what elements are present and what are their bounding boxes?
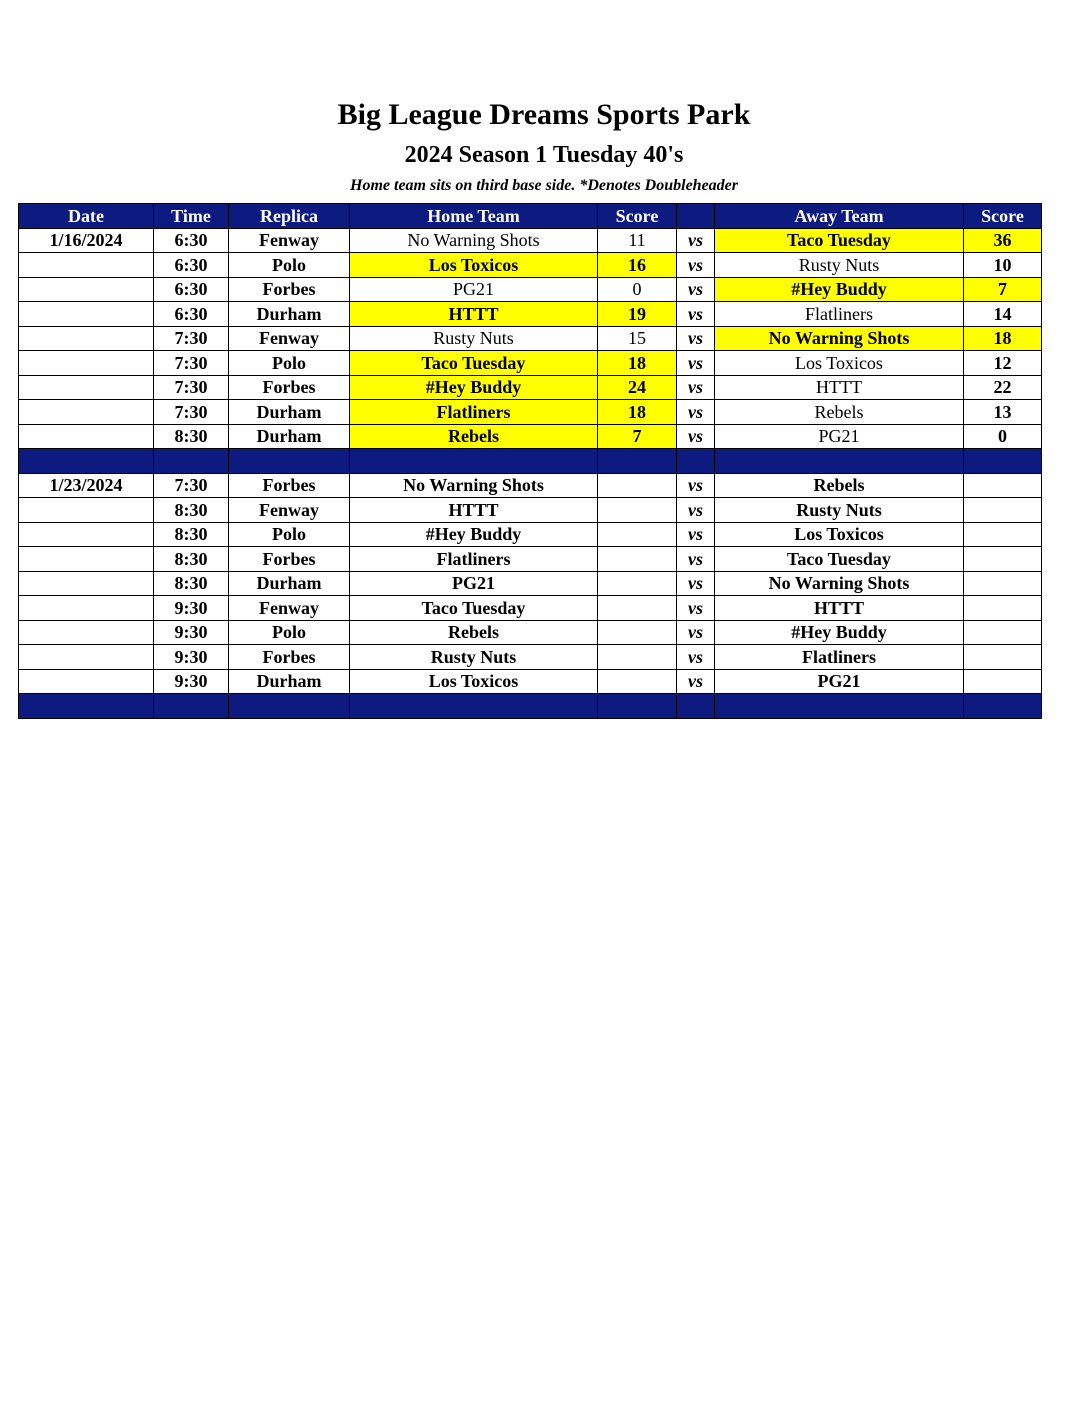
home-score-cell (598, 547, 677, 572)
table-row (19, 253, 1042, 278)
date-cell: 1/23/2024 (19, 473, 154, 498)
away-team-cell: PG21 (715, 669, 964, 694)
away-score-cell (964, 547, 1042, 572)
separator-cell (154, 694, 229, 719)
home-team-cell: PG21 (350, 277, 598, 302)
time-cell: 6:30 (154, 228, 229, 253)
field-cell: Fenway (229, 498, 350, 523)
away-score-cell (964, 498, 1042, 523)
home-team-cell: Rusty Nuts (350, 645, 598, 670)
table-row (19, 351, 1042, 376)
date-cell (19, 400, 154, 425)
date-cell (19, 645, 154, 670)
field-cell: Forbes (229, 645, 350, 670)
home-score-cell (598, 498, 677, 523)
home-score-cell: 18 (598, 400, 677, 425)
column-header-vs (677, 204, 715, 229)
away-score-cell: 12 (964, 351, 1042, 376)
time-cell: 9:30 (154, 620, 229, 645)
home-score-cell: 0 (598, 277, 677, 302)
table-row (19, 424, 1042, 449)
schedule-note: Home team sits on third base side. *Denotes Doubleheader (350, 177, 738, 194)
away-score-cell: 36 (964, 228, 1042, 253)
home-team-cell: HTTT (350, 302, 598, 327)
home-score-cell: 18 (598, 351, 677, 376)
separator-cell (677, 449, 715, 474)
away-team-cell: Rebels (715, 400, 964, 425)
date-cell (19, 302, 154, 327)
home-team-cell: PG21 (350, 571, 598, 596)
separator-cell (19, 694, 154, 719)
vs-cell: vs (677, 277, 715, 302)
home-team-cell: Taco Tuesday (350, 351, 598, 376)
separator-cell (598, 449, 677, 474)
week-separator-row (19, 694, 1042, 719)
time-cell: 6:30 (154, 277, 229, 302)
away-score-cell: 14 (964, 302, 1042, 327)
date-cell (19, 571, 154, 596)
time-cell: 6:30 (154, 302, 229, 327)
vs-cell: vs (677, 424, 715, 449)
away-score-cell: 18 (964, 326, 1042, 351)
column-header-time: Time (154, 204, 229, 229)
away-team-cell: Rusty Nuts (715, 253, 964, 278)
away-score-cell: 7 (964, 277, 1042, 302)
time-cell: 7:30 (154, 400, 229, 425)
schedule-table (18, 203, 1042, 719)
time-cell: 6:30 (154, 253, 229, 278)
home-team-cell: No Warning Shots (350, 473, 598, 498)
away-score-cell (964, 596, 1042, 621)
home-score-cell (598, 522, 677, 547)
home-team-cell: HTTT (350, 498, 598, 523)
date-cell (19, 498, 154, 523)
field-cell: Forbes (229, 473, 350, 498)
away-score-cell: 10 (964, 253, 1042, 278)
date-cell (19, 277, 154, 302)
table-row (19, 498, 1042, 523)
field-cell: Polo (229, 351, 350, 376)
date-cell (19, 351, 154, 376)
home-team-cell: #Hey Buddy (350, 522, 598, 547)
date-cell (19, 522, 154, 547)
field-cell: Durham (229, 669, 350, 694)
time-cell: 8:30 (154, 547, 229, 572)
home-score-cell (598, 571, 677, 596)
away-team-cell: #Hey Buddy (715, 620, 964, 645)
table-row (19, 547, 1042, 572)
home-score-cell: 7 (598, 424, 677, 449)
time-cell: 9:30 (154, 669, 229, 694)
away-team-cell: Flatliners (715, 302, 964, 327)
away-score-cell: 13 (964, 400, 1042, 425)
separator-cell (715, 449, 964, 474)
time-cell: 8:30 (154, 498, 229, 523)
home-team-cell: Taco Tuesday (350, 596, 598, 621)
time-cell: 8:30 (154, 522, 229, 547)
field-cell: Durham (229, 571, 350, 596)
vs-cell: vs (677, 400, 715, 425)
table-row (19, 645, 1042, 670)
away-score-cell (964, 645, 1042, 670)
vs-cell: vs (677, 669, 715, 694)
away-score-cell: 22 (964, 375, 1042, 400)
home-team-cell: Rusty Nuts (350, 326, 598, 351)
table-row (19, 302, 1042, 327)
away-score-cell (964, 669, 1042, 694)
separator-cell (715, 694, 964, 719)
column-header-away-score: Score (964, 204, 1042, 229)
field-cell: Polo (229, 253, 350, 278)
separator-cell (350, 694, 598, 719)
away-score-cell (964, 571, 1042, 596)
table-row (19, 571, 1042, 596)
home-score-cell: 11 (598, 228, 677, 253)
table-row (19, 326, 1042, 351)
home-team-cell: Rebels (350, 620, 598, 645)
home-score-cell: 24 (598, 375, 677, 400)
away-score-cell: 0 (964, 424, 1042, 449)
separator-cell (19, 449, 154, 474)
home-score-cell (598, 669, 677, 694)
home-team-cell: Los Toxicos (350, 253, 598, 278)
column-header-home-team: Home Team (350, 204, 598, 229)
home-team-cell: Los Toxicos (350, 669, 598, 694)
away-team-cell: No Warning Shots (715, 571, 964, 596)
field-cell: Durham (229, 400, 350, 425)
separator-cell (350, 449, 598, 474)
away-team-cell: Flatliners (715, 645, 964, 670)
table-row (19, 473, 1042, 498)
vs-cell: vs (677, 620, 715, 645)
away-team-cell: Taco Tuesday (715, 547, 964, 572)
away-team-cell: PG21 (715, 424, 964, 449)
vs-cell: vs (677, 326, 715, 351)
field-cell: Polo (229, 522, 350, 547)
vs-cell: vs (677, 302, 715, 327)
home-score-cell (598, 645, 677, 670)
field-cell: Fenway (229, 228, 350, 253)
field-cell: Forbes (229, 375, 350, 400)
vs-cell: vs (677, 351, 715, 376)
away-team-cell: No Warning Shots (715, 326, 964, 351)
away-team-cell: Rebels (715, 473, 964, 498)
date-cell (19, 253, 154, 278)
table-header-row (19, 204, 1042, 229)
table-row (19, 277, 1042, 302)
away-team-cell: #Hey Buddy (715, 277, 964, 302)
date-cell (19, 424, 154, 449)
away-team-cell: HTTT (715, 596, 964, 621)
schedule-body (19, 228, 1042, 718)
separator-cell (229, 449, 350, 474)
field-cell: Durham (229, 302, 350, 327)
vs-cell: vs (677, 645, 715, 670)
away-team-cell: Los Toxicos (715, 351, 964, 376)
page-title: Big League Dreams Sports Park (337, 98, 751, 131)
home-team-cell: Flatliners (350, 400, 598, 425)
away-score-cell (964, 473, 1042, 498)
vs-cell: vs (677, 253, 715, 278)
time-cell: 7:30 (154, 326, 229, 351)
field-cell: Polo (229, 620, 350, 645)
vs-cell: vs (677, 571, 715, 596)
home-score-cell (598, 473, 677, 498)
vs-cell: vs (677, 596, 715, 621)
column-header-home-score: Score (598, 204, 677, 229)
field-cell: Durham (229, 424, 350, 449)
table-row (19, 620, 1042, 645)
vs-cell: vs (677, 375, 715, 400)
vs-cell: vs (677, 498, 715, 523)
date-cell (19, 326, 154, 351)
date-cell: 1/16/2024 (19, 228, 154, 253)
away-score-cell (964, 620, 1042, 645)
time-cell: 9:30 (154, 645, 229, 670)
field-cell: Fenway (229, 596, 350, 621)
date-cell (19, 596, 154, 621)
time-cell: 7:30 (154, 375, 229, 400)
home-score-cell: 19 (598, 302, 677, 327)
field-cell: Fenway (229, 326, 350, 351)
column-header-replica: Replica (229, 204, 350, 229)
separator-cell (229, 694, 350, 719)
table-row (19, 596, 1042, 621)
time-cell: 7:30 (154, 351, 229, 376)
separator-cell (964, 694, 1042, 719)
vs-cell: vs (677, 522, 715, 547)
home-score-cell: 16 (598, 253, 677, 278)
home-team-cell: Flatliners (350, 547, 598, 572)
table-row (19, 228, 1042, 253)
column-header-date: Date (19, 204, 154, 229)
column-header-away-team: Away Team (715, 204, 964, 229)
vs-cell: vs (677, 228, 715, 253)
date-cell (19, 669, 154, 694)
date-cell (19, 375, 154, 400)
home-team-cell: #Hey Buddy (350, 375, 598, 400)
away-team-cell: Taco Tuesday (715, 228, 964, 253)
separator-cell (154, 449, 229, 474)
home-team-cell: Rebels (350, 424, 598, 449)
home-score-cell (598, 596, 677, 621)
separator-cell (964, 449, 1042, 474)
away-team-cell: Rusty Nuts (715, 498, 964, 523)
home-team-cell: No Warning Shots (350, 228, 598, 253)
separator-cell (677, 694, 715, 719)
away-team-cell: HTTT (715, 375, 964, 400)
date-cell (19, 547, 154, 572)
table-row (19, 522, 1042, 547)
week-separator-row (19, 449, 1042, 474)
vs-cell: vs (677, 547, 715, 572)
time-cell: 8:30 (154, 571, 229, 596)
field-cell: Forbes (229, 547, 350, 572)
time-cell: 8:30 (154, 424, 229, 449)
table-row (19, 669, 1042, 694)
time-cell: 9:30 (154, 596, 229, 621)
home-score-cell: 15 (598, 326, 677, 351)
date-cell (19, 620, 154, 645)
table-row (19, 375, 1042, 400)
table-row (19, 400, 1042, 425)
time-cell: 7:30 (154, 473, 229, 498)
page-subtitle: 2024 Season 1 Tuesday 40's (404, 142, 684, 168)
vs-cell: vs (677, 473, 715, 498)
field-cell: Forbes (229, 277, 350, 302)
separator-cell (598, 694, 677, 719)
home-score-cell (598, 620, 677, 645)
away-team-cell: Los Toxicos (715, 522, 964, 547)
away-score-cell (964, 522, 1042, 547)
